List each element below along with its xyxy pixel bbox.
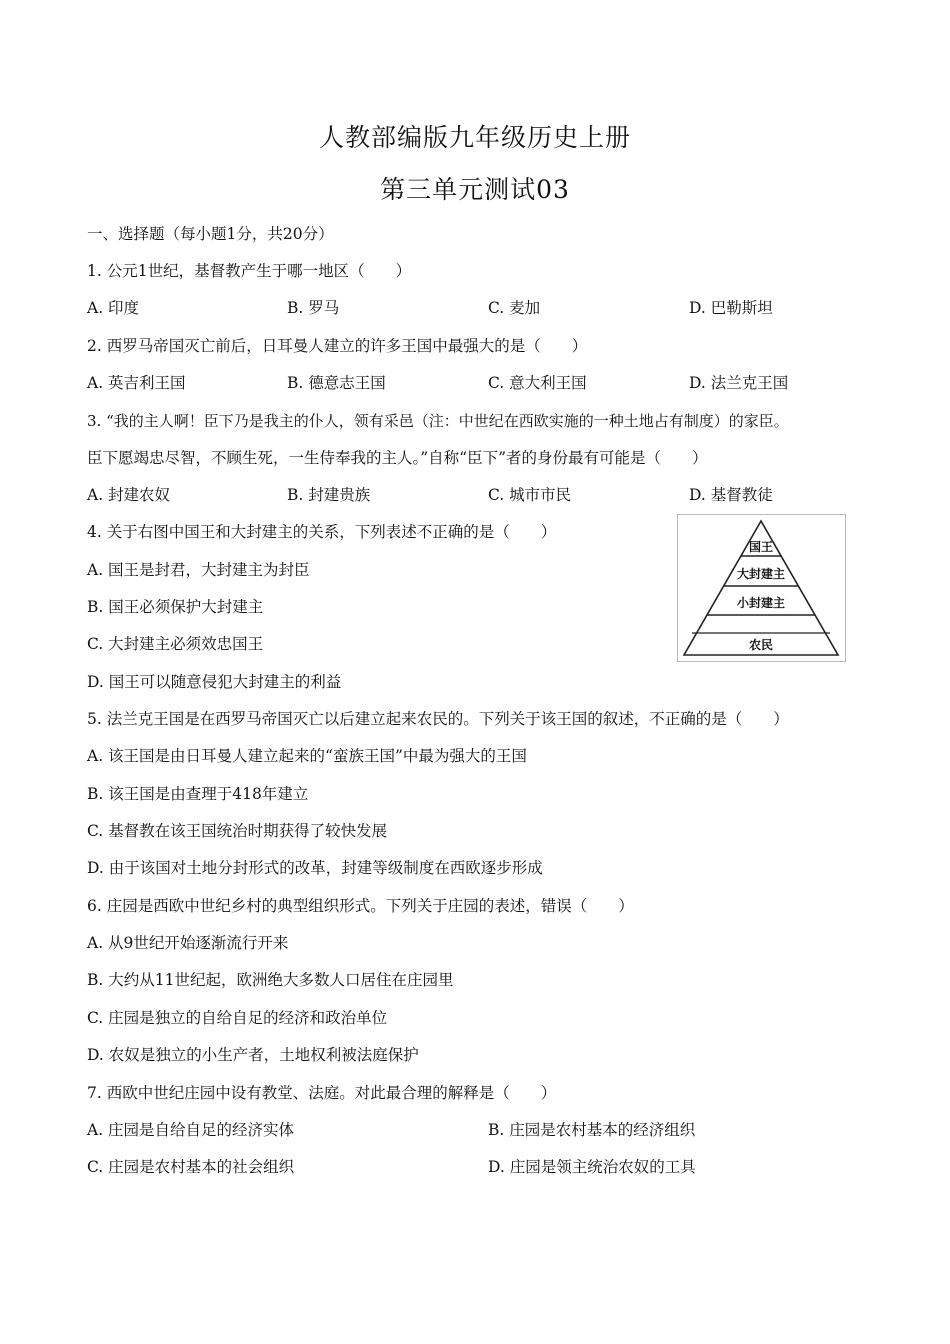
pyramid-level-peasants: 农民 — [748, 638, 774, 652]
question-4-option-c: C. 大封建主必须效忠国王 — [87, 635, 264, 653]
document-title: 人教部编版九年级历史上册 — [318, 123, 631, 152]
question-1-option-c: C. 麦加 — [488, 299, 541, 317]
pyramid-level-king: 国王 — [748, 540, 774, 554]
question-7-option-d: D. 庄园是领主统治农奴的工具 — [488, 1158, 696, 1176]
question-5-option-d: D. 由于该国对土地分封形式的改革，封建等级制度在西欧逐步形成 — [87, 859, 543, 877]
question-2-option-d: D. 法兰克王国 — [689, 374, 789, 392]
question-1-option-b: B. 罗马 — [287, 299, 340, 317]
question-5-stem: 5. 法兰克王国是在西罗马帝国灭亡以后建立起来农民的。下列关于该王国的叙述，不正确的是（ ） — [87, 710, 789, 728]
question-4-option-b: B. 国王必须保护大封建主 — [87, 598, 264, 616]
question-2-stem: 2. 西罗马帝国灭亡前后，日耳曼人建立的许多王国中最强大的是（ ） — [87, 337, 588, 355]
question-3-option-b: B. 封建贵族 — [287, 486, 371, 504]
question-5-option-c: C. 基督教在该王国统治时期获得了较快发展 — [87, 822, 388, 840]
question-6-option-b: B. 大约从11世纪起，欧洲绝大多数人口居住在庄园里 — [87, 971, 454, 989]
question-4-option-d: D. 国王可以随意侵犯大封建主的利益 — [87, 673, 342, 691]
question-3-option-d: D. 基督教徒 — [689, 486, 773, 504]
question-2-option-a: A. 英吉利王国 — [87, 374, 186, 392]
section-heading: 一、选择题（每小题1分，共20分） — [87, 225, 334, 243]
question-4-option-a: A. 国王是封君，大封建主为封臣 — [87, 561, 310, 579]
question-3-stem-line-2: 臣下愿竭忠尽智，不顾生死，一生侍奉我的主人。”自称“臣下”者的身份最有可能是（ ） — [87, 449, 708, 467]
pyramid-level-great-lords: 大封建主 — [736, 567, 786, 581]
question-1-option-a: A. 印度 — [87, 299, 140, 317]
question-7-option-b: B. 庄园是农村基本的经济组织 — [488, 1121, 696, 1139]
question-3-option-a: A. 封建农奴 — [87, 486, 171, 504]
question-7-option-c: C. 庄园是农村基本的社会组织 — [87, 1158, 295, 1176]
question-1-option-d: D. 巴勒斯坦 — [689, 299, 773, 317]
question-1-stem: 1. 公元1世纪，基督教产生于哪一地区（ ） — [87, 262, 412, 280]
question-6-option-d: D. 农奴是独立的小生产者，土地权利被法庭保护 — [87, 1046, 419, 1064]
question-5-option-b: B. 该王国是由查理于418年建立 — [87, 785, 309, 803]
question-6-option-c: C. 庄园是独立的自给自足的经济和政治单位 — [87, 1009, 388, 1027]
question-3-stem-line-1: 3. “我的主人啊！臣下乃是我主的仆人，领有采邑（注：中世纪在西欧实施的一种土地占有制度）的家臣。 — [87, 412, 789, 430]
question-6-stem: 6. 庄园是西欧中世纪乡村的典型组织形式。下列关于庄园的表述，错误（ ） — [87, 897, 634, 915]
question-2-option-c: C. 意大利王国 — [488, 374, 587, 392]
feudal-hierarchy-pyramid — [677, 514, 846, 662]
document-subtitle: 第三单元测试03 — [380, 175, 570, 204]
pyramid-level-lesser-lords: 小封建主 — [736, 596, 786, 610]
question-2-option-b: B. 德意志王国 — [287, 374, 386, 392]
question-3-option-c: C. 城市市民 — [488, 486, 572, 504]
question-7-option-a: A. 庄园是自给自足的经济实体 — [87, 1121, 295, 1139]
question-5-option-a: A. 该王国是由日耳曼人建立起来的“蛮族王国”中最为强大的王国 — [87, 747, 527, 765]
question-4-stem: 4. 关于右图中国王和大封建主的关系，下列表述不正确的是（ ） — [87, 523, 557, 541]
question-7-stem: 7. 西欧中世纪庄园中设有教堂、法庭。对此最合理的解释是（ ） — [87, 1084, 557, 1102]
question-6-option-a: A. 从9世纪开始逐渐流行开来 — [87, 934, 289, 952]
